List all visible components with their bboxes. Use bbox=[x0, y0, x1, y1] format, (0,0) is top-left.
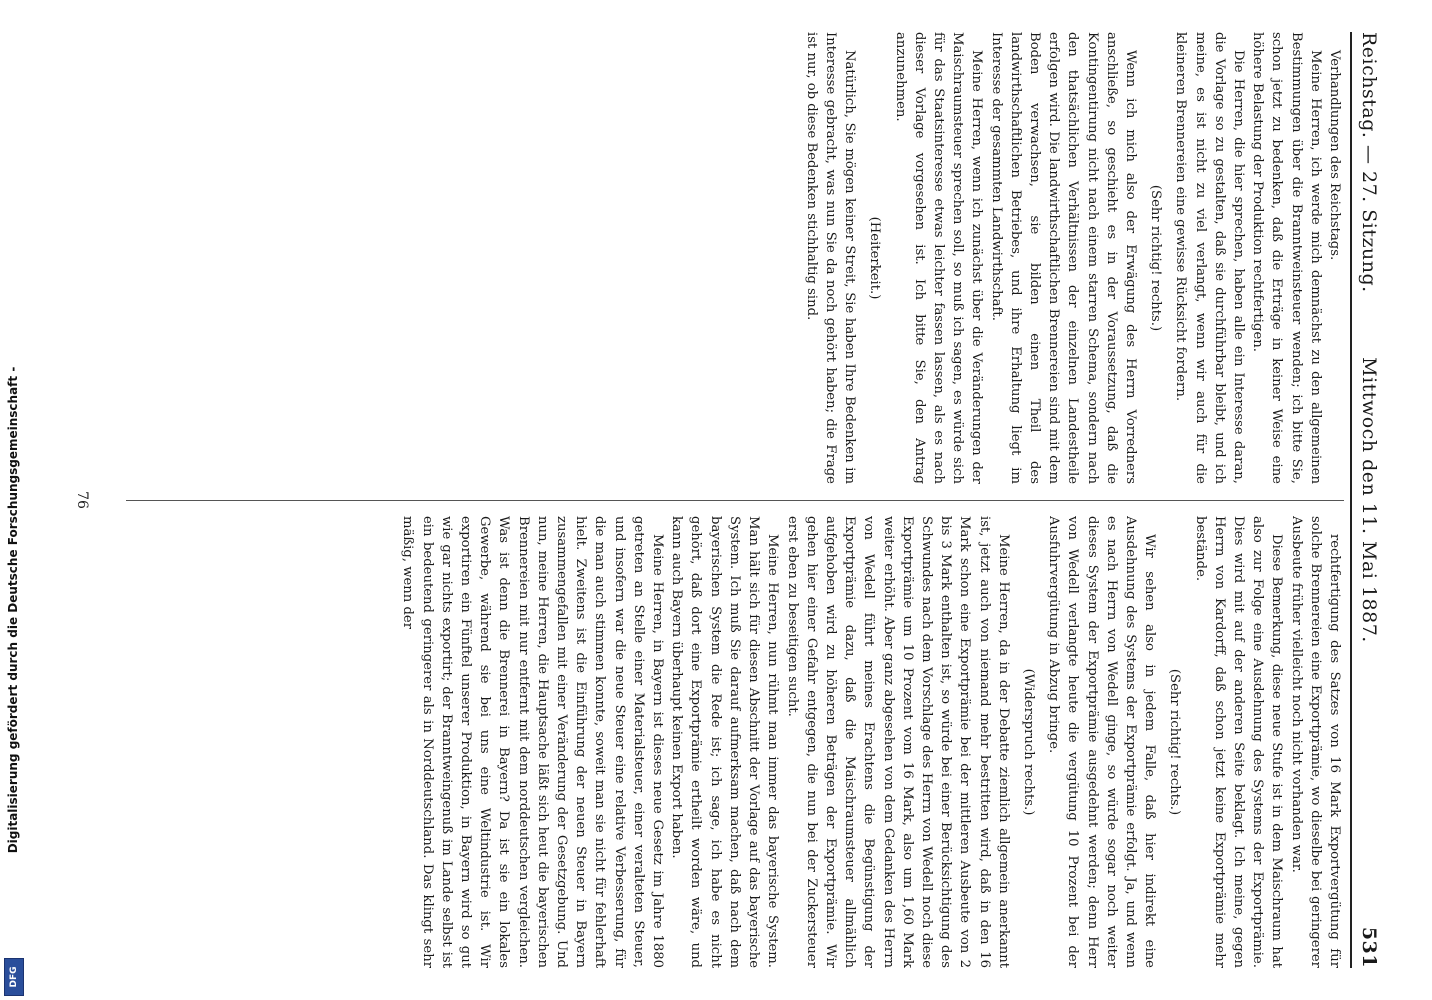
paragraph: Verhandlungen des Reichstags. bbox=[1327, 50, 1342, 261]
paragraph: Meine Herren, in Bayern ist dieses neue Gesetz im Jahre 1880 getreten an Stelle einer Materialsteuer, einer veralteten Steuer, und insofern war die neue Steuer eine relative Verbesserung, für die man auch stimmen konnte, soweit man sie nicht für fehlerhaft hielt. Zweitens ist die Einführung der neuen Steuer in Bayern zusammengefallen mit einer Veränderung der Gesetzgebung. Und nun, meine Herren, die Hauptsache läßt sich heut die bayerischen Brennereien mit nur entfernt mit dem norddeutschen vergleichen. Was ist denn die Brennerei in Bayern? Da ist sie ein lokales Gewerbe, während sie bei uns eine Weltindustrie ist. Wir exportiren ein Fünftel unserer Produktion, in Bayern wird so gut wie gar nichts exportirt; der Branntweingenuß im Lande selbst ist ein bedeutend geringerer als in Norddeutschland. Das klingt sehr mäßig, wenn der bbox=[400, 516, 666, 968]
text-column-left bbox=[96, 32, 1344, 484]
header-date: Mittwoch den 11. Mai 1887. bbox=[1358, 357, 1380, 643]
sheet-signature: 76 bbox=[74, 491, 90, 509]
paragraph: Diese Bemerkung, diese neue Stufe ist in dem Maischraum hat also zur Folge eine Ausdehnung des Systems der Exportprämie. Dies wird mit auf der anderen Seite beklagt. Ich meine, gegen Herrn von Kardorff, daß schon jetzt keine Exportprämie mehr bestände. bbox=[1192, 516, 1285, 968]
paragraph: (Sehr richtig! rechts.) bbox=[1167, 668, 1183, 816]
page-header bbox=[1350, 32, 1382, 968]
paragraph: Die Herren, die hier sprechen, haben alle ein Interesse daran, die Vorlage so zu gestalten, daß sie durchführbar bleibt, und ich meine, es ist nicht zu viel verlangt, wenn wir auch für die kleineren Brennereien eine gewisse Rücksicht fordern. bbox=[1173, 32, 1246, 484]
paragraph: (Widerspruch rechts.) bbox=[1020, 668, 1036, 816]
paragraph: Meine Herren, ich werde mich demnächst zu den allgemeinen Bestimmungen über die Branntweinsteuer wenden; ich bitte Sie, schon jetzt zu bedenken, daß die Erträge in keiner Weise eine höhere Belastung der Produktion rechtfertigen. bbox=[1250, 32, 1323, 484]
paragraph: Meine Herren, nun rühmt man immer das bayerische System. Man hält sich für diesen Abschnitt der Vorlage auf das bayerische System. Ich muß Sie darauf aufmerksam machen, daß nach dem bayerischen System die Rede ist; ich sage, ich habe es nicht gehört, daß dort eine Exportprämie ertheilt worden wäre, und kann auch Bayern überhaupt keinen Export haben. bbox=[669, 516, 781, 968]
paragraph: Natürlich, Sie mögen keiner Streit, Sie haben Ihre Bedenken im Interesse gebracht, was nun Sie da noch gehört haben; die Frage ist nur, ob diese Bedenken stichhaltig sind. bbox=[803, 32, 858, 484]
paragraph: Meine Herren, wenn ich zunächst über die Veränderungen der Maischraumsteuer sprechen soll, so muß ich sagen, es würde sich für das Staatsinteresse etwas leichter fassen lassen, als es nach dieser Vorlage vorgesehen ist. Ich bitte Sie, den Antrag anzunehmen. bbox=[892, 32, 985, 484]
scanned-page bbox=[66, 10, 1406, 990]
page-number: 531 bbox=[1358, 926, 1380, 968]
paragraph: Wir sehen also in jedem Falle, daß hier indirekt eine Ausdehnung des Systems der Exportprämie erfolgt. Ja, und wenn es nach Herrn von Wedell ginge, so würde sogar noch weiter dieses System der Exportprämie ausgedehnt werden; denn Herr von Wedell verlangte heute die vergütung 10 Prozent bei der Ausfuhrvergütung in Abzug bringe. bbox=[1046, 516, 1158, 968]
watermark-text: Digitalisierung gefördert durch die Deutsche Forschungsgemeinschaft - bbox=[6, 366, 20, 854]
digitization-watermark bbox=[0, 0, 26, 1000]
paragraph: (Sehr richtig! rechts.) bbox=[1148, 184, 1164, 332]
dfg-logo-icon bbox=[4, 958, 24, 996]
paragraph: Meine Herren, da in der Debatte ziemlich allgemein anerkannt ist, jetzt auch von niemand mehr bestritten wird, daß in den 16 Mark schon eine Exportprämie bei der mittleren Ausbeute von 2 bis 3 Mark enthalten ist, so würde bei einer Berücksichtigung des Schwundes nach dem Vorschlage des Herrn von Wedell noch diese Exportprämie um 10 Prozent vom 16 Mark, also um 1,60 Mark weiter erhöht. Aber ganz abgesehen von dem Gedanken des Herrn von Wedell führt meines Erachtens die Begünstigung der Exportprämie dazu, daß die Maischraumsteuer allmählich aufgehoben wird zu höheren Beträgen der Exportprämie. Wir gehen hier einer Gefahr entgegen, die nun bei der Zuckersteuer erst eben zu beseitigen sucht. bbox=[784, 516, 1011, 968]
header-session: Reichstag. — 27. Sitzung. bbox=[1358, 32, 1380, 293]
paragraph: Wenn ich mich also der Erwägung des Herrn Vorredners anschließe, so geschieht es in der Voraussetzung, daß die Kontingentirung nicht nach einem starren Schema, sondern nach den thatsächlichen Verhältnissen der einzelnen Landestheile erfolgen wird. Die landwirthschaftlichen Brennereien sind mit dem Boden verwachsen, sie bilden einen Theil des landwirthschaftlichen Betriebes, und ihre Erhaltung liegt im Interesse der gesammten Landwirthschaft. bbox=[988, 32, 1138, 484]
paragraph: rechtfertigung des Satzes von 16 Mark Exportvergütung für solche Brennereien eine Exportprämie, wo dieselbe bei geringerer Ausbeute früher vielleicht noch nicht vorhanden war. bbox=[1288, 516, 1342, 968]
text-column-right bbox=[96, 516, 1344, 968]
column-divider bbox=[126, 500, 1344, 501]
dfg-logo-text: DFG bbox=[9, 966, 19, 988]
paragraph: (Heiterkeit.) bbox=[867, 216, 883, 300]
